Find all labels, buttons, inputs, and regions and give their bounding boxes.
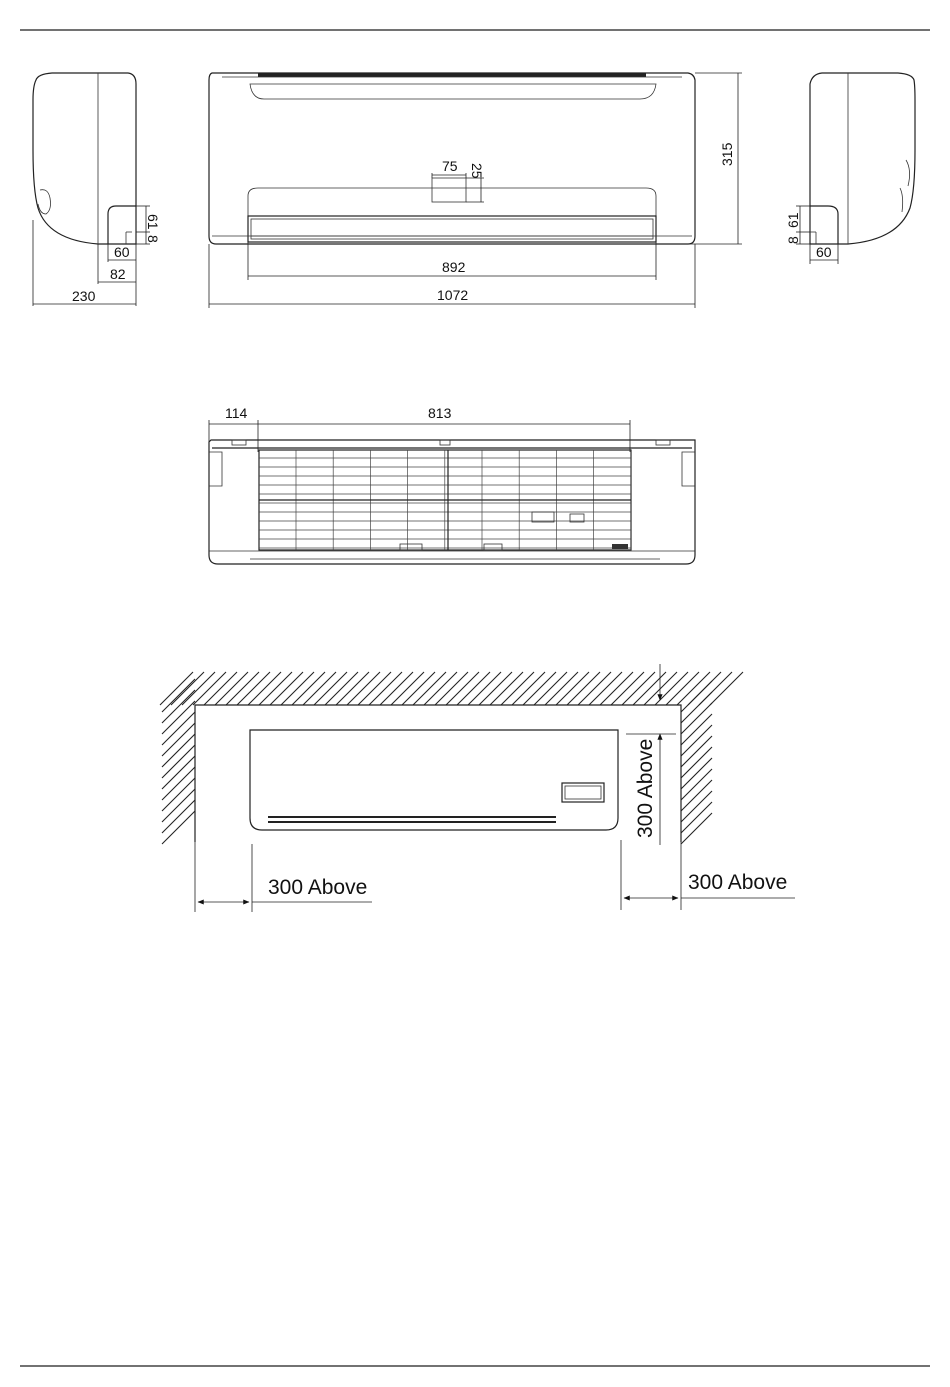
left-pipe-height-dim: 61 [145,214,161,230]
rear-plate-width-dim: 813 [428,405,452,421]
left-pipe-offset-dim: 82 [110,266,126,282]
right-clearance-label: 300 Above [688,871,788,894]
front-height-dim: 315 [719,142,735,166]
rear-view [209,405,695,564]
front-width-dim: 1072 [437,287,469,303]
top-clearance-label: 300 Above [634,738,657,838]
display-width-dim: 75 [442,158,458,174]
left-pipe-bottom-dim: 8 [145,235,161,243]
clearance-diagram [160,664,795,912]
rear-left-offset-dim: 114 [225,405,248,421]
left-side-view [33,73,161,306]
left-depth-dim: 230 [72,288,96,304]
front-view [209,73,742,308]
mounting-plate-grid [259,450,631,550]
display-height-dim: 25 [469,163,485,179]
left-clearance-label: 300 Above [268,876,368,899]
right-pipe-width-dim: 60 [816,244,832,260]
indoor-unit-outline [250,730,618,830]
outlet-width-dim: 892 [442,259,466,275]
left-pipe-width-dim: 60 [114,244,130,260]
right-pipe-height-dim: 61 [785,212,801,228]
right-pipe-bottom-dim: 8 [785,236,801,244]
right-side-view [785,73,915,264]
